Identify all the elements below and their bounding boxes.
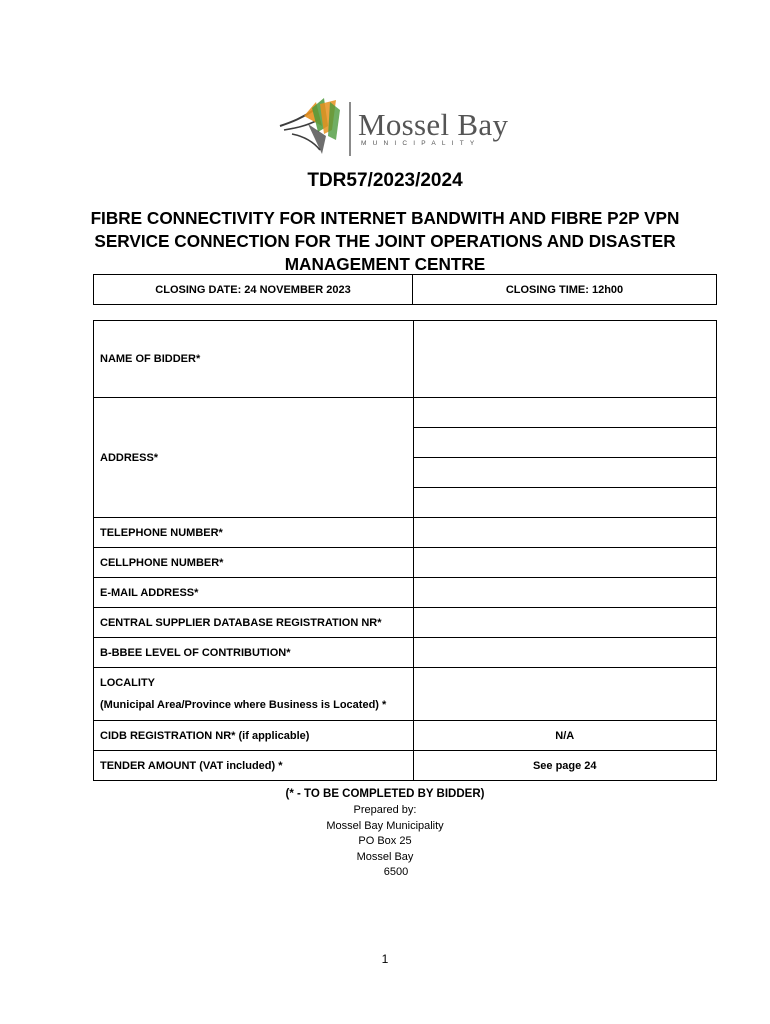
email-field[interactable] xyxy=(413,578,717,608)
table-row xyxy=(94,608,717,638)
municipality-logo xyxy=(278,96,509,160)
prepared-by-town: Mossel Bay xyxy=(356,850,414,863)
telephone-field[interactable] xyxy=(413,518,717,548)
logo-emblem-icon xyxy=(278,96,358,160)
closing-time: CLOSING TIME: 12h00 xyxy=(413,275,717,305)
closing-info-table xyxy=(93,274,717,305)
table-row xyxy=(94,638,717,668)
table-row xyxy=(94,721,717,751)
table-row xyxy=(94,518,717,548)
closing-row xyxy=(94,275,717,305)
prepared-by-org: Mossel Bay Municipality xyxy=(326,819,444,832)
cidb-registration-label: CIDB REGISTRATION NR* (if applicable) xyxy=(94,721,414,751)
email-label: E-MAIL ADDRESS* xyxy=(94,578,414,608)
bbbee-level-label: B-BBEE LEVEL OF CONTRIBUTION* xyxy=(94,638,414,668)
name-of-bidder-label: NAME OF BIDDER* xyxy=(94,321,414,398)
table-row xyxy=(94,668,717,721)
tender-title-line: MANAGEMENT CENTRE xyxy=(284,254,486,274)
table-row xyxy=(94,398,717,428)
bidder-details-table xyxy=(93,320,717,781)
bbbee-level-field[interactable] xyxy=(413,638,717,668)
page-number: 1 xyxy=(381,952,389,966)
locality-label-cell xyxy=(94,668,414,721)
address-label: ADDRESS* xyxy=(94,398,414,518)
table-row xyxy=(94,321,717,398)
address-line-3-field[interactable] xyxy=(413,458,717,488)
prepared-by-box: PO Box 25 xyxy=(358,835,412,847)
tender-title xyxy=(85,207,685,276)
cidb-registration-value: N/A xyxy=(413,721,717,751)
locality-label: LOCALITY xyxy=(100,677,155,689)
address-line-2-field[interactable] xyxy=(413,428,717,458)
tender-title-line: FIBRE CONNECTIVITY FOR INTERNET BANDWITH AND FIBRE P2P VPN xyxy=(90,208,680,228)
closing-date: CLOSING DATE: 24 NOVEMBER 2023 xyxy=(94,275,413,305)
cellphone-field[interactable] xyxy=(413,548,717,578)
prepared-by-heading: Prepared by: xyxy=(353,804,417,816)
cellphone-label: CELLPHONE NUMBER* xyxy=(94,548,414,578)
tender-amount-value: See page 24 xyxy=(413,751,717,781)
csd-registration-field[interactable] xyxy=(413,608,717,638)
tender-title-line: SERVICE CONNECTION FOR THE JOINT OPERATIONS AND DISASTER xyxy=(94,231,676,251)
name-of-bidder-field[interactable] xyxy=(413,321,717,398)
address-line-1-field[interactable] xyxy=(413,398,717,428)
locality-field[interactable] xyxy=(413,668,717,721)
telephone-label: TELEPHONE NUMBER* xyxy=(94,518,414,548)
table-row xyxy=(94,751,717,781)
table-row xyxy=(94,578,717,608)
csd-registration-label: CENTRAL SUPPLIER DATABASE REGISTRATION NR* xyxy=(94,608,414,638)
completion-note: (* - TO BE COMPLETED BY BIDDER) xyxy=(285,788,485,800)
prepared-by-block xyxy=(0,803,770,881)
logo-name: Mossel Bay xyxy=(358,107,509,142)
tender-number: TDR57/2023/2024 xyxy=(307,170,463,191)
logo-subtitle: MUNICIPALITY xyxy=(361,140,481,147)
table-row xyxy=(94,548,717,578)
tender-amount-label: TENDER AMOUNT (VAT included) * xyxy=(94,751,414,781)
address-line-4-field[interactable] xyxy=(413,488,717,518)
locality-sublabel: (Municipal Area/Province where Business is Located) * xyxy=(100,699,387,711)
prepared-by-postal-code: 6500 xyxy=(383,866,409,878)
